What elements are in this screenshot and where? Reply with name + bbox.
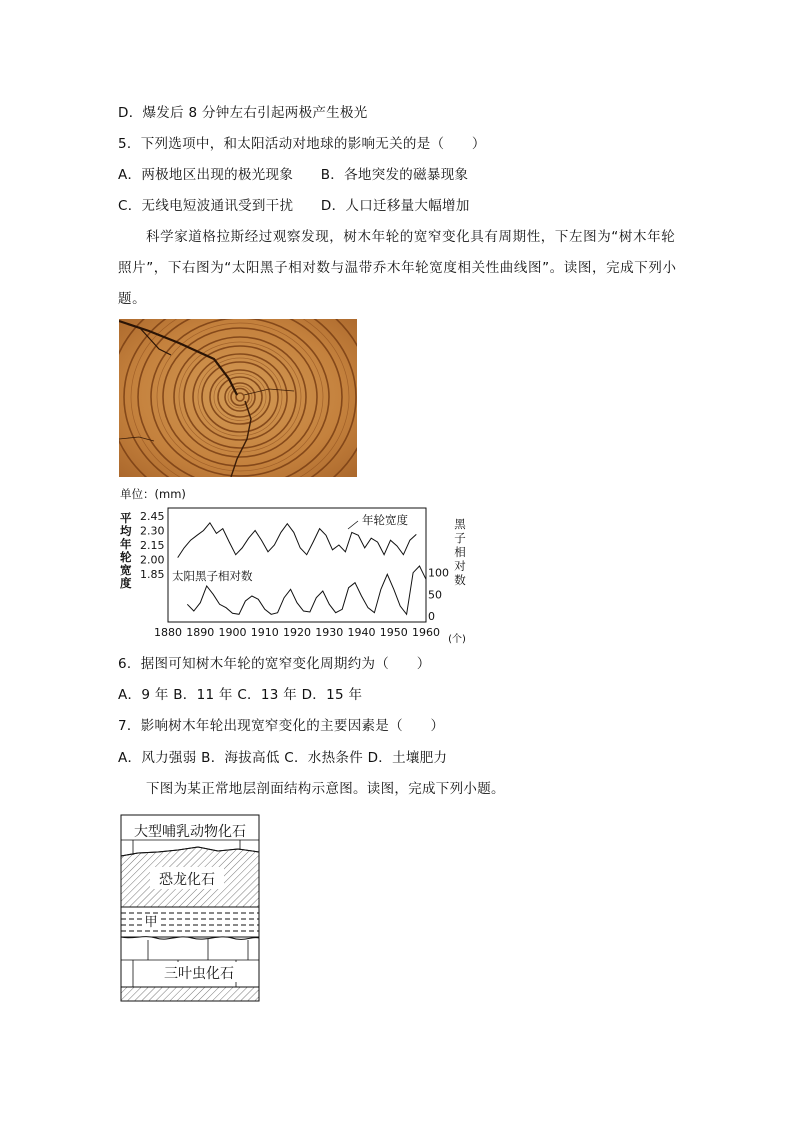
q6-stem: 6．据图可知树木年轮的宽窄变化周期约为（ ） [118, 656, 431, 672]
x-tick-label: 1880 [154, 626, 182, 639]
y-left-tick-label: 2.30 [140, 524, 165, 538]
y-left-tick-label: 2.45 [140, 510, 165, 523]
sunspot-series-label: 太阳黑子相对数 [172, 569, 253, 583]
strata-label-mammal: 大型哺乳动物化石 [134, 824, 246, 840]
strata-label-dinosaur: 恐龙化石 [159, 872, 215, 888]
strata-layer-jia [121, 907, 259, 937]
y-left-tick-label: 1.85 [140, 568, 165, 581]
q5-options-cd: C．无线电短波通讯受到干扰 D．人口迁移量大幅增加 [118, 198, 470, 214]
intro-paragraph: 科学家道格拉斯经过观察发现，树木年轮的宽窄变化具有周期性，下左图为“树木年轮照片”，下右图为“太阳黑子相对数与温带乔木年轮宽度相关性曲线图”。读图，完成下列小题。 [118, 229, 677, 307]
x-tick-label: 1930 [315, 626, 344, 639]
x-tick-label: 1920 [283, 626, 311, 639]
sunspot-tree-ring-chart [112, 484, 472, 644]
strata-intro: 下图为某正常地层剖面结构示意图。读图，完成下列小题。 [146, 781, 505, 797]
x-tick-label: 1940 [347, 626, 376, 639]
q7-stem: 7．影响树木年轮出现宽窄变化的主要因素是（ ） [118, 718, 445, 734]
y-left-tick-label: 2.00 [140, 553, 165, 567]
strata-layer-base [121, 987, 259, 1001]
q7-options: A．风力强弱 B．海拔高低 C．水热条件 D．土壤肥力 [118, 750, 448, 766]
x-tick-label: 1950 [379, 626, 408, 639]
y-right-tick-label: 0 [428, 610, 435, 623]
strata-diagram [118, 812, 263, 1006]
y-right-tick-label: 100 [428, 566, 449, 580]
x-tick-label: 1960 [412, 626, 440, 639]
x-tick-label: 1910 [250, 626, 279, 639]
right-axis-title: 黑子相对数(个) [448, 517, 466, 644]
q6-options: A．9 年 B．11 年 C．13 年 D．15 年 [118, 687, 363, 703]
ring-width-line [178, 523, 417, 558]
q4-option-d: D．爆发后 8 分钟左右引起两极产生极光 [118, 105, 368, 121]
q5-stem: 5．下列选项中，和太阳活动对地球的影响无关的是（ ） [118, 136, 486, 152]
y-right-tick-label: 50 [428, 588, 442, 602]
tree-ring-photo [119, 319, 357, 477]
x-tick-label: 1890 [186, 626, 215, 639]
unit-label: 单位：(mm) [120, 487, 186, 501]
ring-width-series-label: 年轮宽度 [362, 513, 408, 527]
q5-options-ab: A．两极地区出现的极光现象 B．各地突发的磁暴现象 [118, 167, 469, 183]
strata-label-trilobite: 三叶虫化石 [164, 966, 234, 982]
x-tick-label: 1900 [218, 626, 247, 639]
y-left-tick-label: 2.15 [140, 539, 165, 552]
strata-label-jia: 甲 [144, 915, 158, 930]
left-axis-title: 平均年轮宽度 [120, 511, 132, 590]
ring-width-leader [348, 521, 358, 529]
